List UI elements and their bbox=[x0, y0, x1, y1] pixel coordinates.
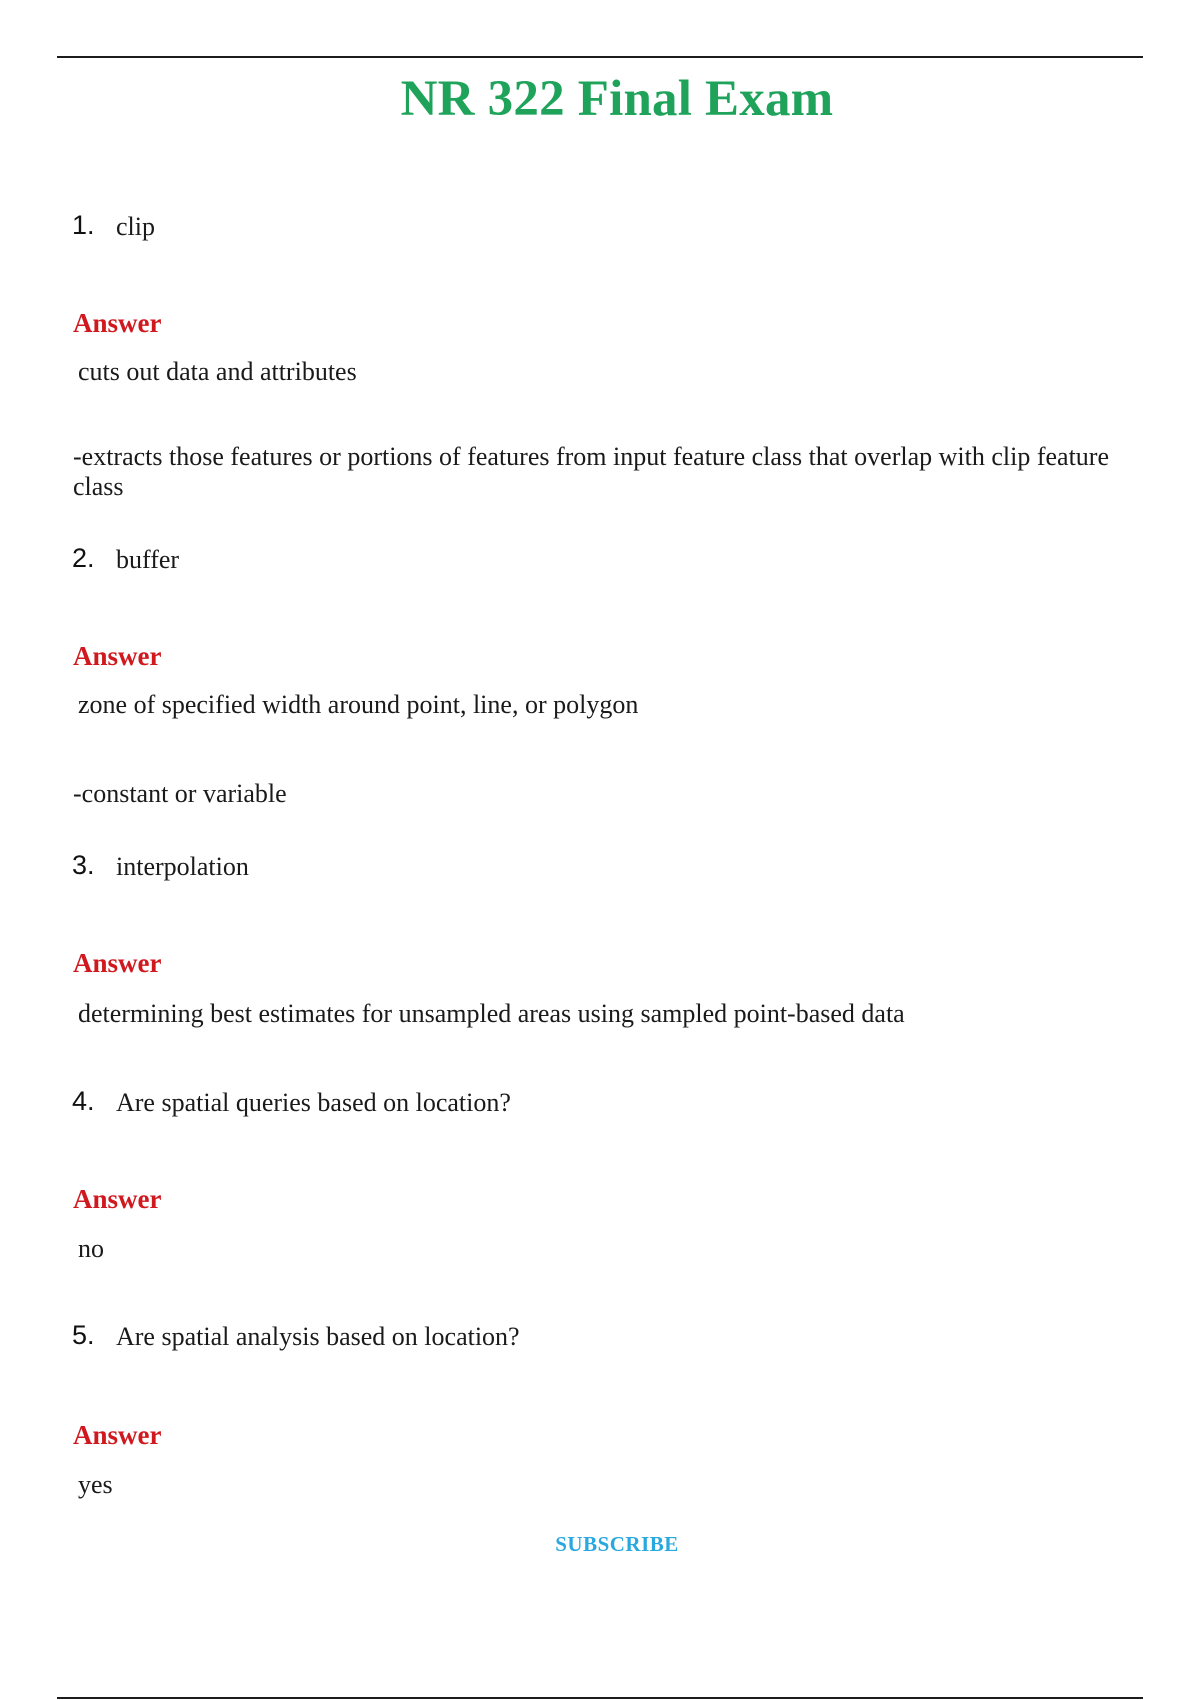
question-text: clip bbox=[116, 212, 155, 241]
question-text: Are spatial analysis based on location? bbox=[116, 1322, 520, 1351]
page-title: NR 322 Final Exam bbox=[400, 71, 834, 127]
answer-text: cuts out data and attributes bbox=[78, 357, 357, 386]
top-rule bbox=[57, 56, 1143, 58]
answer-detail-text: -constant or variable bbox=[73, 779, 287, 808]
question-text: Are spatial queries based on location? bbox=[116, 1088, 511, 1117]
answer-label: Answer bbox=[73, 308, 162, 338]
answer-label: Answer bbox=[73, 948, 162, 978]
question-number: 3. bbox=[72, 850, 95, 880]
answer-label: Answer bbox=[73, 1184, 162, 1214]
answer-detail-text: -extracts those features or portions of features from input feature class that overlap with clip feature class bbox=[73, 442, 1109, 501]
question-number: 4. bbox=[72, 1086, 95, 1116]
answer-text: determining best estimates for unsampled areas using sampled point-based data bbox=[78, 999, 905, 1028]
question-number: 5. bbox=[72, 1320, 95, 1350]
answer-label: Answer bbox=[73, 1420, 162, 1450]
answer-text: yes bbox=[78, 1470, 113, 1499]
answer-text: no bbox=[78, 1234, 104, 1263]
question-text: interpolation bbox=[116, 852, 249, 881]
subscribe-link[interactable]: SUBSCRIBE bbox=[555, 1532, 679, 1556]
question-number: 1. bbox=[72, 210, 95, 240]
answer-label: Answer bbox=[73, 641, 162, 671]
bottom-rule bbox=[57, 1697, 1143, 1699]
question-number: 2. bbox=[72, 543, 95, 573]
answer-text: zone of specified width around point, line, or polygon bbox=[78, 690, 639, 719]
question-text: buffer bbox=[116, 545, 180, 574]
